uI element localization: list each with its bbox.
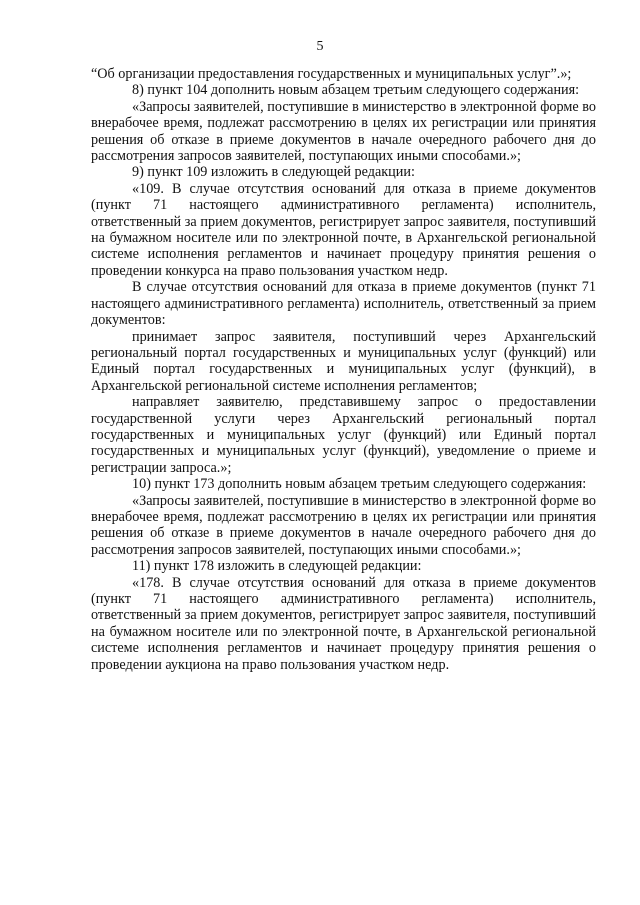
paragraph-109-second: В случае отсутствия оснований для отказа в приеме документов (пункт 71 настоящего административного регламента) исполнитель, ответственный за прием документов: [91,279,596,329]
paragraph-quote-109: «109. В случае отсутствия оснований для отказа в приеме документов (пункт 71 настоящего административного регламента) исполнитель, ответственный за прием документов, регистрирует запрос заявителя, поступивший на бумажном носителе или по электронной почте, в Архангельской региональной системе исполнения регламентов и начинает процедуру принятия решения о проведении конкурса на право пользования участком недр. [91,180,596,279]
paragraph-continuation: “Об организации предоставления государственных и муниципальных услуг”.»; [91,66,572,82]
paragraph-quote-10: «Запросы заявителей, поступившие в министерство в электронной форме во внерабочее время, подлежат рассмотрению в целях их регистрации или принятия решения об отказе в приеме документов в начале очередного рабочего дня до рассмотрения запросов заявителей, поступающих иными способами.»; [91,492,596,558]
paragraph-109-notifies: направляет заявителю, представившему запрос о предоставлении государственной услуги через Архангельский региональный портал государственных и муниципальных услуг (функций) или Единый портал государственных и муниципальных услуг (функций), уведомление о приеме и регистрации запроса.»; [91,394,596,476]
document-body [91,66,596,673]
paragraph-item-11: 11) пункт 178 изложить в следующей редакции: [132,558,422,575]
paragraph-quote-178: «178. В случае отсутствия оснований для отказа в приеме документов (пункт 71 настоящего административного регламента) исполнитель, ответственный за прием документов, регистрирует запрос заявителя, поступивший на бумажном носителе или по электронной почте, в Архангельской региональной системе исполнения регламентов и начинает процедуру принятия решения о проведении аукциона на право пользования участком недр. [91,574,596,673]
paragraph-109-accepts: принимает запрос заявителя, поступивший через Архангельский региональный портал государственных и муниципальных услуг (функций) или Единый портал государственных и муниципальных услуг (функций), в Архангельской региональной системе исполнения регламентов; [91,328,596,394]
paragraph-item-8: 8) пункт 104 дополнить новым абзацем третьим следующего содержания: [132,82,580,99]
page-number: 5 [316,39,324,54]
paragraph-item-10: 10) пункт 173 дополнить новым абзацем третьим следующего содержания: [132,476,587,493]
paragraph-quote-8: «Запросы заявителей, поступившие в министерство в электронной форме во внерабочее время, подлежат рассмотрению в целях их регистрации или принятия решения об отказе в приеме документов в начале очередного рабочего дня до рассмотрения запросов заявителей, поступающих иными способами.»; [91,98,596,165]
paragraph-item-9: 9) пункт 109 изложить в следующей редакции: [132,164,415,181]
